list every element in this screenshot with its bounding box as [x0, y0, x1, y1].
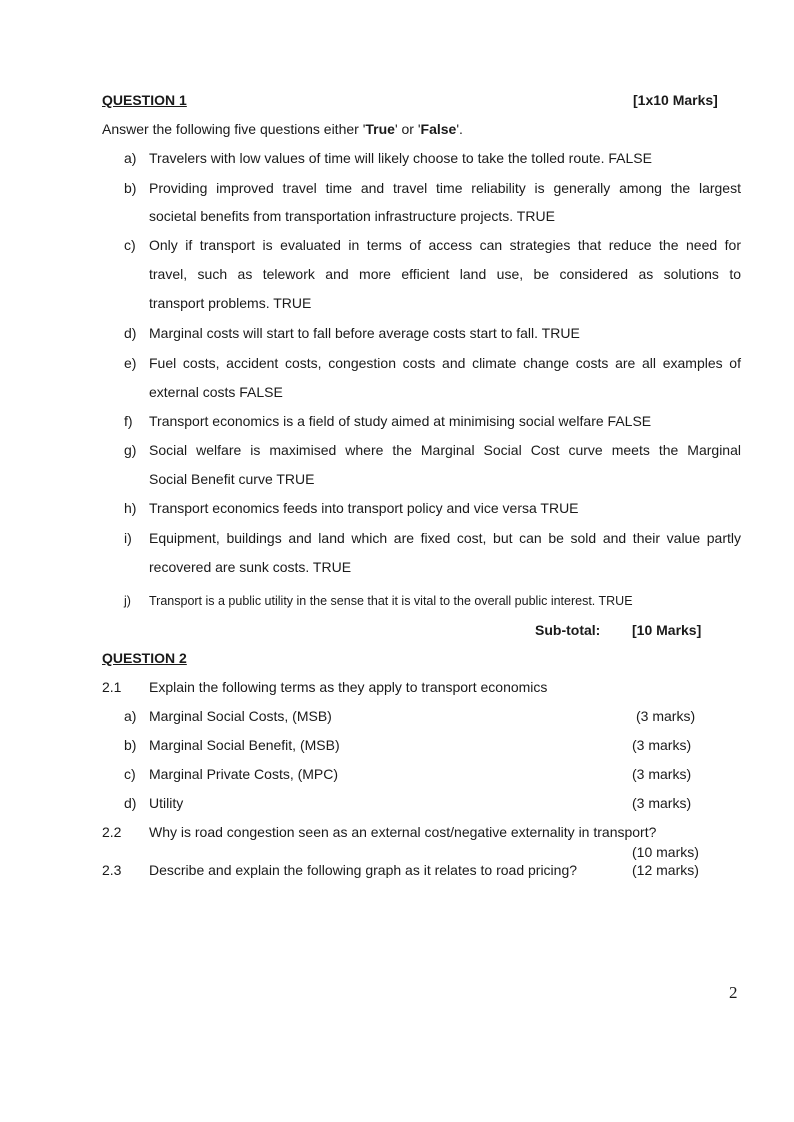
question-1-marks: [1x10 Marks] [633, 92, 718, 108]
subtotal-value: [10 Marks] [632, 622, 702, 638]
item-marks: (3 marks) [632, 766, 692, 782]
item-label: d) [124, 325, 137, 341]
intro-text: '. [456, 121, 463, 137]
item-text: recovered are sunk costs. TRUE [149, 559, 352, 575]
item-label: e) [124, 355, 137, 371]
item-text: Providing improved travel time and travel time reliability is generally among the largest [149, 180, 741, 196]
item-label: i) [124, 530, 132, 546]
item-text: travel, such as telework and more efficient land use, be considered as solutions to [149, 266, 741, 282]
item-text: Marginal Social Costs, (MSB) [149, 708, 332, 724]
intro-false: False [420, 121, 457, 137]
item-text: Travelers with low values of time will likely choose to take the tolled route. FALSE [149, 150, 652, 166]
item-text: Fuel costs, accident costs, congestion costs and climate change costs are all examples of [149, 355, 741, 371]
item-marks: (3 marks) [636, 708, 696, 724]
section-marks: (10 marks) [632, 844, 699, 860]
item-label: f) [124, 413, 133, 429]
section-text: Why is road congestion seen as an external cost/negative externality in transport? [149, 824, 657, 840]
item-label: a) [124, 150, 137, 166]
item-text: transport problems. TRUE [149, 295, 312, 311]
item-text: Utility [149, 795, 184, 811]
item-text: Equipment, buildings and land which are fixed cost, but can be sold and their value partly [149, 530, 741, 546]
item-text: Only if transport is evaluated in terms of access can strategies that reduce the need for [149, 237, 741, 253]
item-text: Marginal Social Benefit, (MSB) [149, 737, 340, 753]
item-label: g) [124, 442, 137, 458]
section-number: 2.2 [102, 824, 122, 840]
item-text: Transport economics is a field of study aimed at minimising social welfare FALSE [149, 413, 652, 429]
section-text: Describe and explain the following graph as it relates to road pricing? [149, 862, 578, 878]
item-text: Transport economics feeds into transport policy and vice versa TRUE [149, 500, 579, 516]
section-number: 2.3 [102, 862, 122, 878]
item-label: h) [124, 500, 137, 516]
intro-text: Answer the following five questions either ' [102, 121, 366, 137]
question-2-title: QUESTION 2 [102, 650, 187, 666]
subtotal-label: Sub-total: [535, 622, 601, 638]
item-text: societal benefits from transportation infrastructure projects. TRUE [149, 208, 555, 224]
item-marks: (3 marks) [632, 737, 692, 753]
item-marks: (3 marks) [632, 795, 692, 811]
section-text: Explain the following terms as they apply to transport economics [149, 679, 548, 695]
item-label: j) [124, 594, 131, 608]
page-number: 2 [729, 983, 738, 1002]
section-marks: (12 marks) [632, 862, 699, 878]
question-1-instructions [102, 121, 463, 137]
intro-true: True [365, 121, 395, 137]
item-label: a) [124, 708, 137, 724]
item-text: Social welfare is maximised where the Marginal Social Cost curve meets the Marginal [149, 442, 741, 458]
item-text: Marginal costs will start to fall before average costs start to fall. TRUE [149, 325, 580, 341]
section-number: 2.1 [102, 679, 122, 695]
question-1-title: QUESTION 1 [102, 92, 187, 108]
intro-text: ' or ' [394, 121, 421, 137]
item-label: b) [124, 180, 137, 196]
item-text: Marginal Private Costs, (MPC) [149, 766, 339, 782]
item-label: b) [124, 737, 137, 753]
item-label: d) [124, 795, 137, 811]
item-text: Social Benefit curve TRUE [149, 471, 315, 487]
item-label: c) [124, 766, 136, 782]
item-text: external costs FALSE [149, 384, 283, 400]
item-text: Transport is a public utility in the sense that it is vital to the overall public interest. TRUE [149, 594, 633, 608]
item-label: c) [124, 237, 136, 253]
